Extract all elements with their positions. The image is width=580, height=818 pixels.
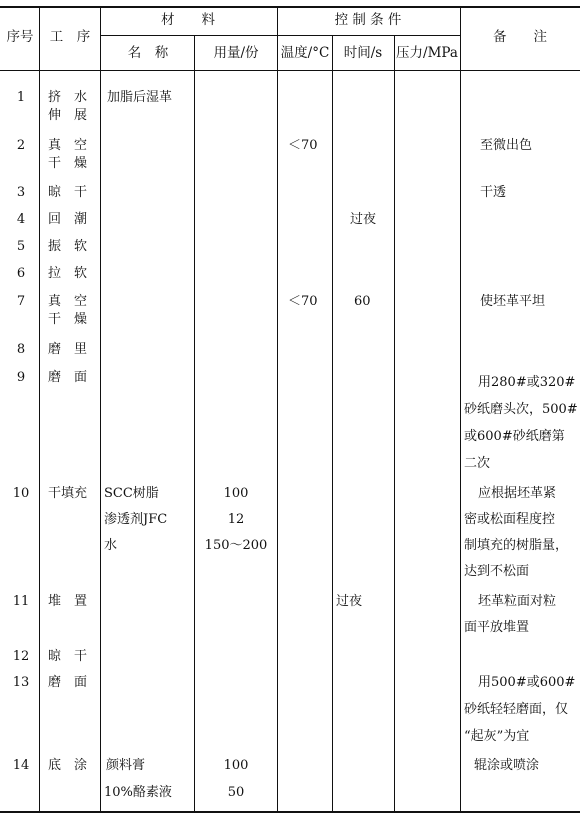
row-10-material-1: SCC树脂 xyxy=(104,486,159,501)
row-13-remark-1: 用500#或600# xyxy=(478,675,576,690)
row-9-remark-1: 用280#或320# xyxy=(478,375,576,390)
row-14-remark: 辊涂或喷涂 xyxy=(474,758,540,773)
row-6-process: 拉 软 xyxy=(48,266,88,281)
row-2-process: 真 空 xyxy=(48,138,88,153)
header-control: 控 制 条 件 xyxy=(334,12,402,28)
row-13-remark-2: 砂纸轻轻磨面，仅 xyxy=(464,702,569,717)
row-7-time: 60 xyxy=(354,294,371,309)
col-rule-control xyxy=(460,7,461,812)
row-3-process: 晾 干 xyxy=(48,185,88,200)
col-rule-seq xyxy=(39,7,40,812)
row-8-seq: 8 xyxy=(16,342,26,357)
row-1-material: 加脂后湿革 xyxy=(107,90,173,105)
table-bottom-rule xyxy=(0,811,580,813)
row-1-process-2: 伸 展 xyxy=(48,108,88,123)
table-top-rule xyxy=(0,6,580,8)
row-1-process: 挤 水 xyxy=(48,90,88,105)
col-rule-temp xyxy=(332,36,333,812)
row-7-remark: 使坯革平坦 xyxy=(480,294,546,309)
header-sub-rule xyxy=(100,35,460,36)
header-bottom-rule xyxy=(0,70,580,71)
row-14-material-2: 10%酪素液 xyxy=(104,785,172,800)
row-2-seq: 2 xyxy=(16,138,26,153)
row-9-remark-2: 砂纸磨头次，500# xyxy=(464,402,578,417)
row-4-time: 过夜 xyxy=(350,212,377,227)
header-process: 工 序 xyxy=(49,29,91,45)
row-7-process: 真 空 xyxy=(48,294,88,309)
header-time: 时间/s xyxy=(343,45,383,61)
header-pressure: 压力/MPa xyxy=(396,45,458,61)
row-12-seq: 12 xyxy=(12,649,30,664)
row-9-process: 磨 面 xyxy=(48,370,88,385)
row-5-seq: 5 xyxy=(16,239,26,254)
header-remarks: 备 注 xyxy=(493,29,547,45)
row-14-material-1: 颜料膏 xyxy=(106,758,146,773)
row-3-seq: 3 xyxy=(16,185,26,200)
row-10-remark-2: 密或松面程度控 xyxy=(464,512,556,527)
row-2-remark: 至微出色 xyxy=(480,138,533,153)
row-8-process: 磨 里 xyxy=(48,342,88,357)
row-9-seq: 9 xyxy=(16,370,26,385)
row-7-seq: 7 xyxy=(16,294,26,309)
row-10-amount-3: 150～200 xyxy=(204,538,268,553)
row-10-process: 干填充 xyxy=(48,486,88,501)
row-13-seq: 13 xyxy=(12,675,30,690)
row-9-remark-4: 二次 xyxy=(464,456,491,471)
row-14-process: 底 涂 xyxy=(48,758,88,773)
header-name: 名 称 xyxy=(127,45,169,61)
row-3-remark: 干透 xyxy=(480,185,507,200)
header-seq: 序号 xyxy=(6,29,34,45)
row-12-process: 晾 干 xyxy=(48,649,88,664)
row-1-seq: 1 xyxy=(16,90,26,105)
row-14-amount-2: 50 xyxy=(227,785,245,800)
row-2-process-2: 干 燥 xyxy=(48,156,88,171)
header-amount: 用量/份 xyxy=(213,45,259,61)
row-10-seq: 10 xyxy=(12,486,30,501)
row-11-process: 堆 置 xyxy=(48,594,88,609)
row-9-remark-3: 或600#砂纸磨第 xyxy=(464,429,565,444)
row-11-time: 过夜 xyxy=(336,594,363,609)
row-5-process: 振 软 xyxy=(48,239,88,254)
col-rule-materials xyxy=(277,7,278,812)
row-6-seq: 6 xyxy=(16,266,26,281)
row-10-material-3: 水 xyxy=(104,538,118,553)
row-11-remark-1: 坯革粒面对粒 xyxy=(478,594,557,609)
row-4-process: 回 潮 xyxy=(48,212,88,227)
row-10-material-2: 渗透剂JFC xyxy=(104,512,168,527)
row-13-process: 磨 面 xyxy=(48,675,88,690)
row-10-amount-2: 12 xyxy=(227,512,245,527)
row-10-remark-4: 达到不松面 xyxy=(464,564,530,579)
row-10-remark-3: 制填充的树脂量， xyxy=(464,538,569,553)
row-14-amount-1: 100 xyxy=(223,758,249,773)
col-rule-time xyxy=(394,36,395,812)
row-11-remark-2: 面平放堆置 xyxy=(464,620,530,635)
row-4-seq: 4 xyxy=(16,212,26,227)
row-10-remark-1: 应根据坯革紧 xyxy=(478,486,557,501)
row-7-process-2: 干 燥 xyxy=(48,312,88,327)
row-7-temp: ＜70 xyxy=(288,294,318,309)
col-rule-name xyxy=(194,36,195,812)
row-11-seq: 11 xyxy=(12,594,30,609)
col-rule-process xyxy=(100,7,101,812)
row-13-remark-3: “起灰”为宜 xyxy=(464,729,530,744)
row-2-temp: ＜70 xyxy=(288,138,318,153)
row-14-seq: 14 xyxy=(12,758,30,773)
row-10-amount-1: 100 xyxy=(223,486,249,501)
header-materials: 材 料 xyxy=(161,12,215,28)
header-temp: 温度/°C xyxy=(280,45,330,61)
